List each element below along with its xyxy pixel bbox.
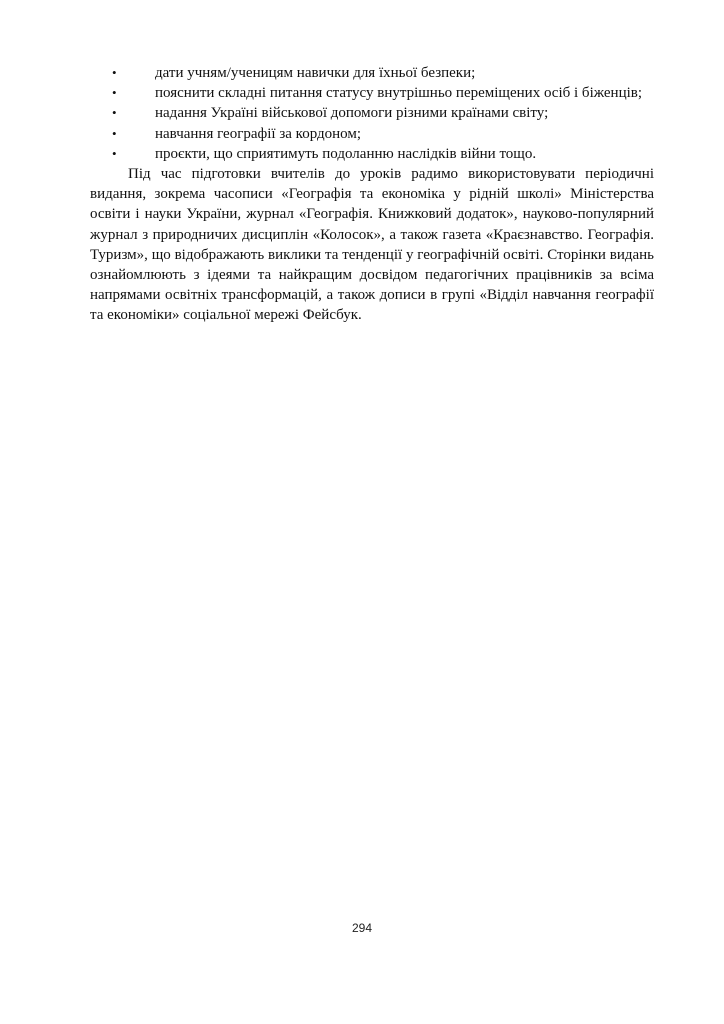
body-paragraph: Під час підготовки вчителів до уроків радимо використовувати періодичні видання, зокрема часописи «Географія та економіка у рідній школі» Міністерства освіти і науки України, журнал «Географія. Книжковий додаток», науково-популярний журнал з природничих дисциплін «Колосок», а також газета «Краєзнавство. Географія. Туризм», що відображають виклики та тенденції у географічній освіті. Сторінки видань ознайомлюють з ідеями та найкращим досвідом педагогічних працівників за всіма напрямами освітніх трансформацій, а також дописи в групі «Відділ навчання географії та економіки» соціальної мережі Фейсбук. bbox=[90, 166, 654, 324]
bullet-text: дати учням/ученицям навички для їхньої безпеки; bbox=[155, 65, 476, 81]
bullet-icon: • bbox=[112, 125, 117, 141]
bullet-icon: • bbox=[112, 85, 117, 101]
bullet-icon: • bbox=[112, 105, 117, 121]
bullet-item bbox=[90, 124, 654, 144]
bullet-item bbox=[90, 144, 654, 164]
bullet-list bbox=[90, 63, 654, 164]
page-content bbox=[90, 63, 654, 326]
bullet-text: пояснити складні питання статусу внутрішньо переміщених осіб і біженців; bbox=[155, 85, 643, 102]
bullet-item bbox=[90, 83, 654, 103]
bullet-text: проєкти, що сприятимуть подоланню наслідків війни тощо. bbox=[155, 145, 537, 162]
bullet-item bbox=[90, 63, 654, 83]
bullet-icon: • bbox=[112, 145, 117, 161]
bullet-icon: • bbox=[112, 65, 117, 80]
page-number: 294 bbox=[351, 921, 373, 935]
bullet-text: надання Україні військової допомоги різними країнами світу; bbox=[155, 105, 549, 122]
bullet-item bbox=[90, 103, 654, 123]
bullet-text: навчання географії за кордоном; bbox=[155, 125, 362, 142]
